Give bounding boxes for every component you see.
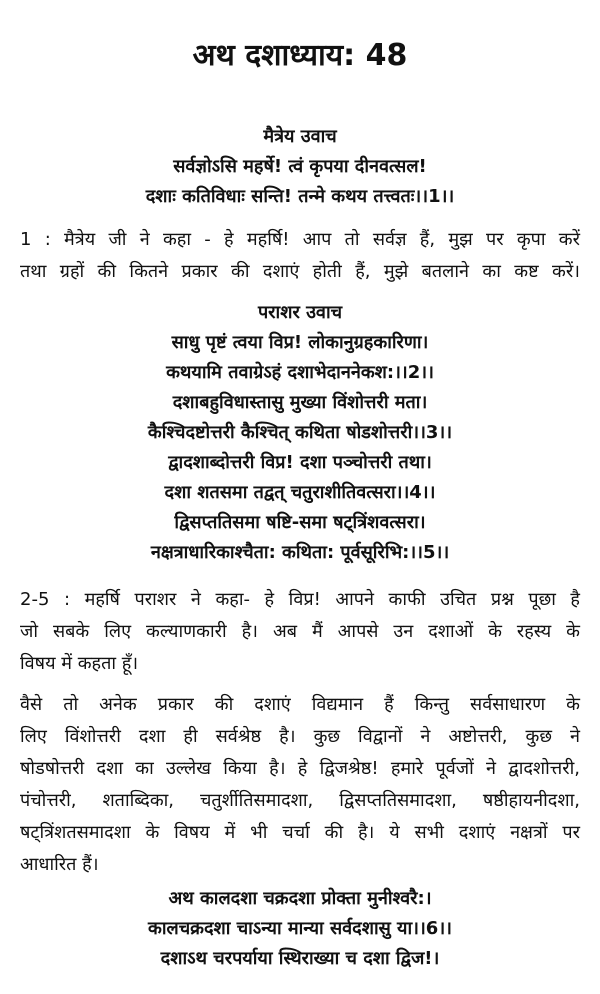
prose-line: षोडषोत्तरी दशा का उल्लेख किया है। हे द्विजश्रेष्ठ! हमारे पूर्वजों ने द्वादशोत्तरी,: [20, 758, 580, 779]
translation-1: [20, 224, 580, 288]
prose-line: लिए विंशोत्तरी दशा ही सर्वश्रेष्ठ है। कुछ विद्वानों ने अष्टोत्तरी, कुछ ने: [20, 726, 580, 747]
prose-line: आधारित हैं।: [20, 854, 99, 875]
prose-line: वैसे तो अनेक प्रकार की दशाएं विद्यमान हैं किन्तु सर्वसाधारण के: [20, 694, 580, 715]
prose-line: 2-5 : महर्षि पराशर ने कहा- हे विप्र! आपने काफी उचित प्रश्न पूछा है: [20, 589, 580, 610]
translation-2-5: [20, 584, 580, 680]
verse-line: दशा शतसमा तद्वत् चतुराशीतिवत्सरा।।4।।: [164, 482, 436, 503]
verses-2-5: [20, 298, 580, 568]
verse-line: द्विसप्ततिसमा षष्टि-समा षट्त्रिंशवत्सरा।: [174, 512, 426, 533]
prose-line: पंचोत्तरी, शताब्दिका, चतुर्शीतिसमादशा, द्विसप्ततिसमादशा, षष्ठीहायनीदशा,: [20, 790, 580, 811]
verse-line: नक्षत्राधारिकाश्चैता: कथिता: पूर्वसूरिभि:।।5।।: [150, 542, 450, 563]
verse-line: साधु पृष्टं त्वया विप्र! लोकानुग्रहकारिणा।: [171, 332, 429, 353]
verse-line: कथयामि तवाग्रेऽहं दशाभेदाननेकश:।।2।।: [166, 362, 434, 383]
verse-line: कैश्चिदष्टोत्तरी कैश्चित् कथिता षोडशोत्तरी।।3।।: [147, 422, 453, 443]
verse-line: कालचक्रदशा चाऽन्या मान्या सर्वदशासु या।।6।।: [148, 918, 452, 939]
verse-line: अथ कालदशा चक्रदशा प्रोक्ता मुनीश्वरै:।: [168, 888, 432, 909]
prose-line: विषय में कहता हूँ।: [20, 653, 139, 674]
verse-line: सर्वज्ञोऽसि महर्षे! त्वं कृपया दीनवत्सल!: [173, 156, 427, 177]
verse-line: दशाः कतिविधाः सन्ति! तन्मे कथय तत्त्वतः।।1।।: [145, 186, 455, 207]
commentary-paragraph: [20, 689, 580, 881]
verse-1: [20, 122, 580, 212]
prose-line: 1 : मैत्रेय जी ने कहा - हे महर्षि! आप तो सर्वज्ञ हैं, मुझ पर कृपा करें: [20, 229, 580, 250]
prose-line: तथा ग्रहों की कितने प्रकार की दशाएं होती हैं, मुझे बतलाने का कष्ट करें।: [20, 261, 580, 282]
verse-line: दशाऽथ चरपर्याया स्थिराख्या च दशा द्विज!।: [160, 948, 440, 969]
speaker-heading: पराशर उवाच: [257, 302, 343, 323]
verse-line: दशाबहुविधास्तासु मुख्या विंशोत्तरी मता।: [172, 392, 428, 413]
verse-line: द्वादशाब्दोत्तरी विप्र! दशा पञ्चोत्तरी तथा।: [168, 452, 432, 473]
prose-line: जो सबके लिए कल्याणकारी है। अब मैं आपसे उन दशाओं के रहस्य के: [20, 621, 580, 642]
prose-line: षट्त्रिंशतसमादशा के विषय में भी चर्चा की है। ये सभी दशाएं नक्षत्रों पर: [20, 822, 580, 843]
verse-6: [20, 884, 580, 974]
chapter-title: अथ दशाध्याय: 48: [192, 38, 408, 73]
speaker-heading: मैत्रेय उवाच: [263, 126, 337, 147]
